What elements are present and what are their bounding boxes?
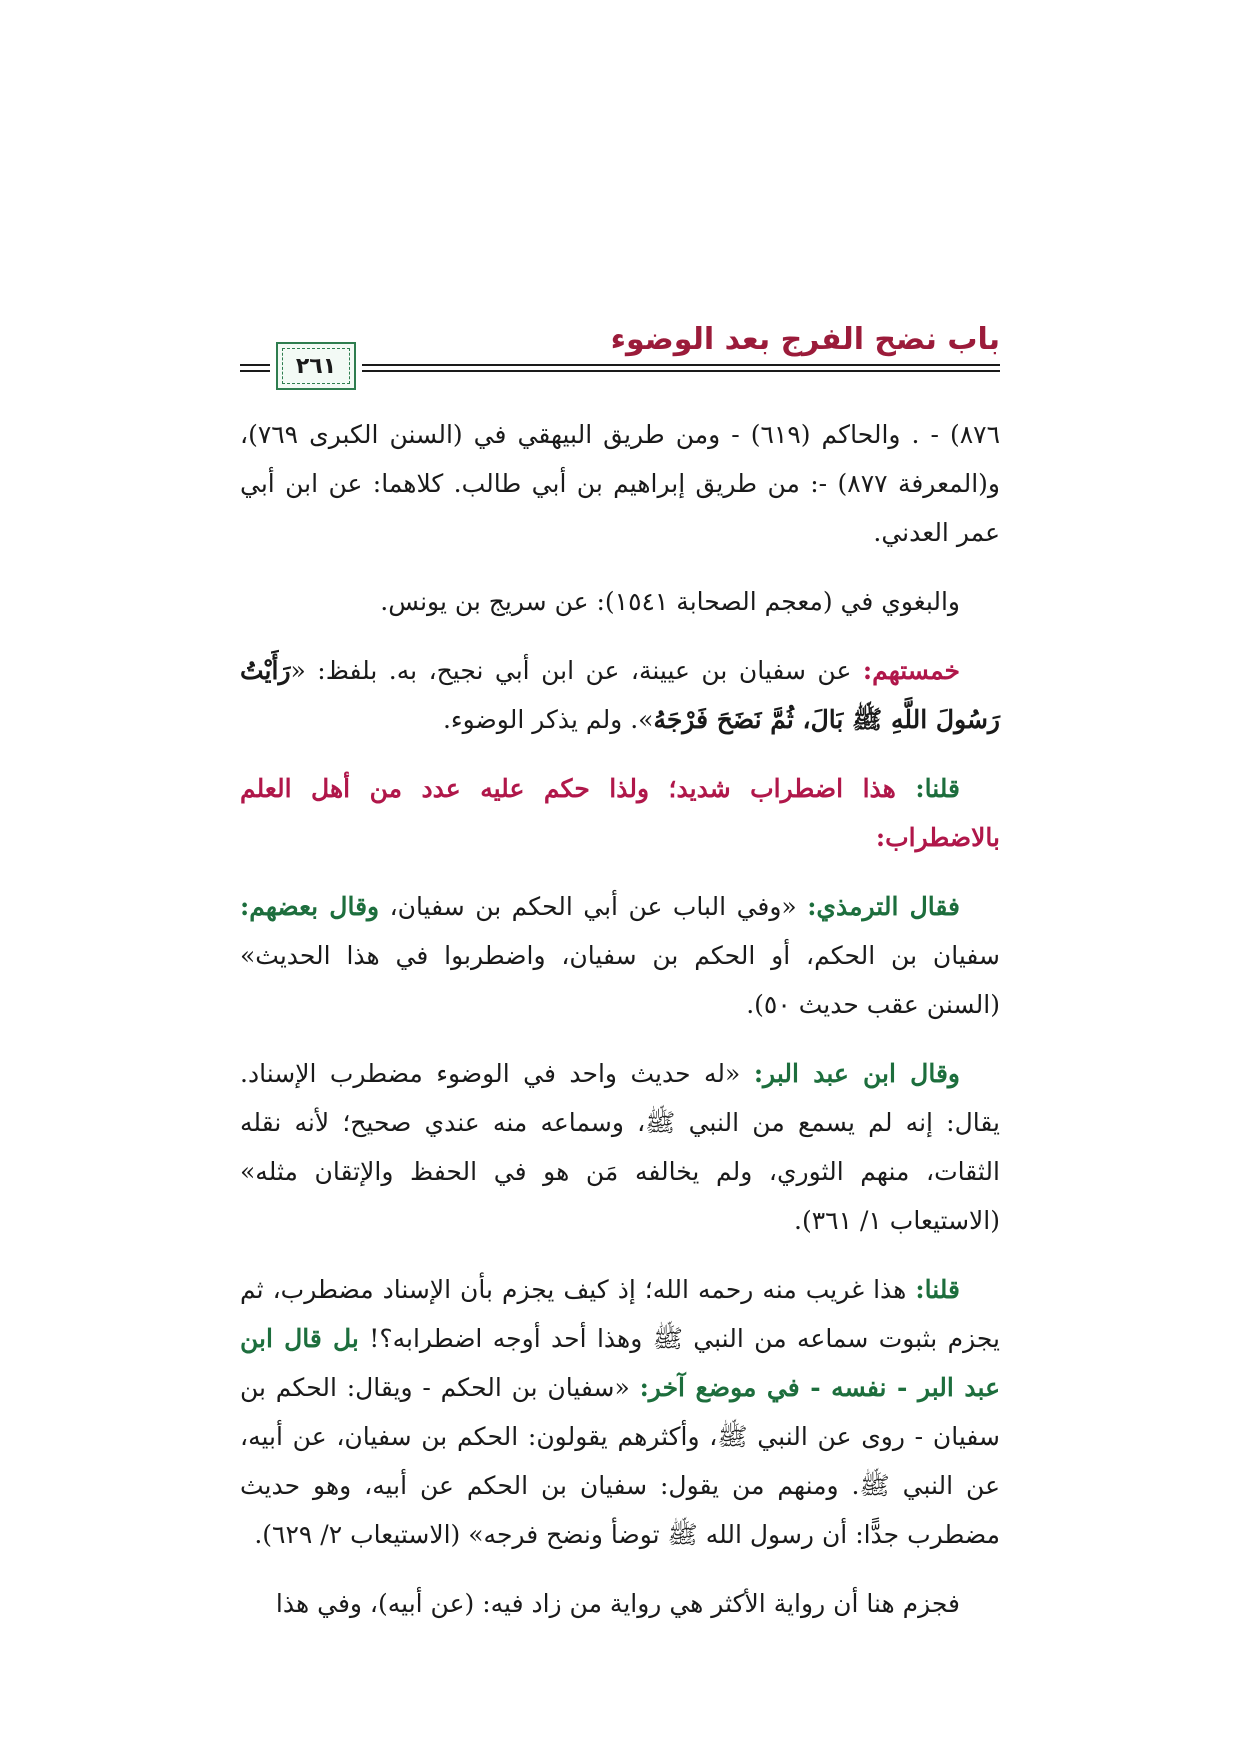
paragraph-text: «له حديث واحد في الوضوء مضطرب الإسناد. يقال: إنه لم يسمع من النبي ﷺ، وسماعه منه عندي صحيح؛ لأنه نقله الثقات، منهم الثوري، ولم يخالفه مَن هو في الحفظ والإتقان مثله» (الاستيعاب ١/ ٣٦١). bbox=[240, 1059, 1000, 1235]
page-number: ٢٦١ bbox=[295, 353, 337, 379]
paragraph-text: ». ولم يذكر الوضوء. bbox=[442, 705, 654, 734]
header-rule bbox=[240, 364, 270, 366]
paragraph-label-2: وقال بعضهم: bbox=[240, 892, 380, 921]
paragraph-2 bbox=[240, 577, 1000, 626]
paragraph-6 bbox=[240, 1049, 1000, 1245]
header-rule bbox=[362, 364, 1000, 366]
paragraph-label: خمستهم: bbox=[862, 656, 961, 685]
paragraph-8 bbox=[240, 1579, 1000, 1628]
header-rule bbox=[240, 370, 270, 372]
paragraph-label: وقال ابن عبد البر: bbox=[753, 1059, 960, 1088]
paragraph-label: فقال الترمذي: bbox=[807, 892, 960, 921]
header-rule bbox=[362, 370, 1000, 372]
paragraph-text: هذا غريب منه رحمه الله؛ إذ كيف يجزم بأن الإسناد مضطرب، ثم يجزم بثبوت سماعه من النبي ﷺ وهذا أحد أوجه اضطرابه؟! bbox=[240, 1275, 1000, 1353]
paragraph-text: «وفي الباب عن أبي الحكم بن سفيان، bbox=[379, 892, 808, 921]
paragraph-3 bbox=[240, 646, 1000, 744]
paragraph-1 bbox=[240, 410, 1000, 557]
paragraph-text: عن سفيان بن عيينة، عن ابن أبي نجيح، به. بلفظ: « bbox=[290, 656, 863, 685]
paragraph-text: والبغوي في (معجم الصحابة ١٥٤١): عن سريج بن يونس. bbox=[380, 587, 960, 616]
paragraph-7 bbox=[240, 1265, 1000, 1559]
paragraph-label: قلنا: bbox=[915, 1275, 960, 1304]
paragraph-text: «سفيان بن الحكم - ويقال: الحكم بن سفيان - روى عن النبي ﷺ، وأكثرهم يقولون: الحكم بن سفيان، عن أبيه، عن النبي ﷺ. ومنهم من يقول: سفيان بن الحكم عن أبيه، وهو حديث مضطرب جدًّا: أن رسول الله ﷺ توضأ ونضح فرجه» (الاستيعاب ٢/ ٦٢٩). bbox=[240, 1373, 1000, 1549]
main-text bbox=[240, 410, 1000, 1648]
paragraph-label-2: بل قال ابن عبد البر - نفسه - في موضع آخر: bbox=[240, 1324, 1000, 1402]
chapter-title: باب نضح الفرج بعد الوضوء bbox=[610, 322, 1000, 357]
page-number-badge bbox=[276, 342, 356, 390]
paragraph-5 bbox=[240, 882, 1000, 1029]
paragraph-label: قلنا: bbox=[915, 774, 960, 803]
paragraph-text: هذا اضطراب شديد؛ ولذا حكم عليه عدد من أهل العلم بالاضطراب: bbox=[240, 774, 1000, 852]
paragraph-text: سفيان بن الحكم، أو الحكم بن سفيان، واضطربوا في هذا الحديث» (السنن عقب حديث ٥٠). bbox=[240, 941, 1000, 1019]
page-header bbox=[240, 300, 1000, 390]
hadith-quote: رَأَيْتُ رَسُولَ اللَّهِ ﷺ بَالَ، ثُمَّ نَضَحَ فَرْجَهُ bbox=[240, 656, 1000, 734]
paragraph-text: ٨٧٦) - . والحاكم (٦١٩) - ومن طريق البيهقي في (السنن الكبرى ٧٦٩)، و(المعرفة ٨٧٧) -: من طريق إبراهيم بن أبي طالب. كلاهما: عن ابن أبي عمر العدني. bbox=[240, 420, 1001, 547]
paragraph-text: فجزم هنا أن رواية الأكثر هي رواية من زاد فيه: (عن أبيه)، وفي هذا bbox=[275, 1589, 960, 1618]
paragraph-4 bbox=[240, 764, 1000, 862]
